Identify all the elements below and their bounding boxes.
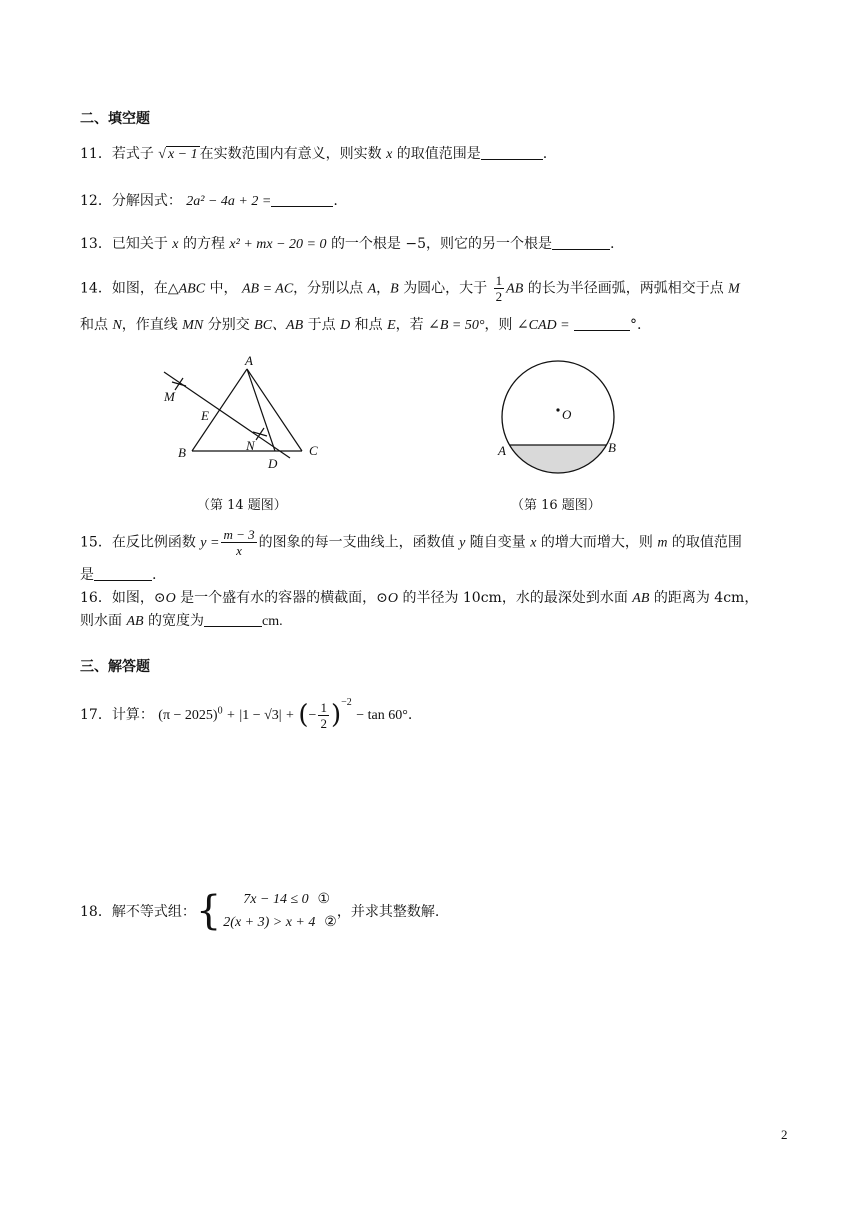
angle-asked: ∠CAD = (516, 318, 570, 333)
math-equation: AB = AC (241, 281, 294, 297)
inequality-system (223, 888, 337, 934)
punctuation: ， (376, 280, 391, 297)
term-tan-60: − tan 60° (356, 708, 408, 723)
circled-mark: ① (317, 891, 331, 907)
variable: m (657, 535, 668, 551)
question-text: 的距离为 4cm， (653, 590, 759, 606)
punctuation: . (542, 146, 548, 162)
punctuation: . (152, 567, 157, 583)
center-point (556, 408, 559, 411)
segment-label: AB (126, 614, 144, 629)
question-text: 于点 (307, 317, 336, 333)
fraction-m-minus-3-over-x (221, 528, 256, 557)
math-expression: 2a² − 4a + 2 = (186, 194, 272, 209)
question-14-line-2 (80, 314, 641, 334)
question-text: 的一个根是 −5，则它的另一个根是 (330, 236, 553, 252)
negative-sign: − (308, 708, 317, 723)
question-text: 则水面 (80, 613, 122, 629)
variable: x (172, 237, 179, 252)
exponent-negative-two: −2 (341, 697, 352, 708)
question-15 (80, 528, 742, 557)
question-text: 的宽度为 (148, 613, 205, 629)
operator-plus: + (286, 708, 294, 723)
figure-16-circle-diagram (490, 345, 630, 480)
question-text: 的长为半径画弧，两弧相交于点 (527, 280, 724, 297)
inequality-expression: 2(x + 3) > x + 4 (223, 915, 316, 930)
system-brace: { (195, 888, 222, 934)
unit: cm. (262, 614, 283, 629)
question-text: 的图象的每一支曲线上，函数值 (258, 534, 455, 551)
figure-16-caption: （第 16 题图） (511, 498, 601, 513)
question-12 (80, 190, 338, 210)
variable: x (530, 535, 537, 551)
question-text: 解不等式组： (111, 904, 196, 920)
triangle-name: ABC (178, 281, 206, 297)
point-label: N (112, 318, 122, 333)
fraction-denominator: 2 (495, 289, 503, 304)
fraction-one-half (494, 274, 505, 303)
math-equation: x² + mx − 20 = 0 (229, 237, 327, 252)
exponent-zero: 0 (217, 705, 223, 717)
section-heading-fill-in: 二、填空题 (80, 111, 150, 127)
question-text: 的取值范围是 (396, 146, 481, 162)
question-text: 随自变量 (469, 534, 526, 551)
label-b: B (608, 440, 616, 455)
variable: x (386, 147, 393, 162)
absolute-value-term: |1 − √3| (239, 708, 282, 723)
question-text: 分别交 (207, 317, 250, 333)
question-text: ，若 (395, 317, 424, 333)
answer-blank (574, 316, 630, 331)
fraction-numerator: 1 (320, 699, 327, 715)
question-15-line-2 (80, 564, 156, 584)
line-label: MN (182, 318, 204, 333)
answer-blank (204, 612, 262, 627)
segment-label: AB (632, 591, 650, 606)
question-text: 如图，在△ (111, 280, 179, 297)
label-a: A (498, 443, 506, 458)
question-number: 11． (80, 146, 112, 162)
circle-label: O (387, 591, 398, 606)
question-text: 为圆心，大于 (403, 280, 488, 297)
question-number: 12． (80, 193, 112, 209)
punctuation: °. (630, 317, 642, 333)
question-16 (80, 587, 758, 607)
question-number: 16． (80, 590, 112, 606)
question-number: 13． (80, 236, 112, 252)
angle-given: ∠B = 50° (428, 318, 485, 333)
question-11 (80, 143, 547, 163)
question-text: ，则 (484, 317, 513, 333)
answer-blank (94, 566, 152, 581)
question-14 (80, 274, 740, 303)
label-b: B (178, 445, 186, 460)
inequality-expression: 7x − 14 ≤ 0 (243, 892, 309, 907)
question-17 (80, 697, 412, 730)
left-paren: ( (298, 700, 309, 730)
point-label: M (728, 281, 740, 297)
question-text: 若式子 (111, 146, 154, 162)
variable: y (459, 535, 466, 551)
page-number: 2 (781, 1127, 788, 1142)
question-text: 的增大而增大，则 (540, 534, 653, 551)
question-text: 分解因式： (111, 193, 182, 209)
question-text: 和点 (354, 317, 383, 333)
question-text: ，并求其整数解. (336, 904, 440, 920)
figure-14-triangle-diagram (150, 350, 330, 475)
question-text: 如图，⊙ (111, 590, 166, 606)
question-text: 在反比例函数 (111, 534, 196, 551)
label-o: O (562, 407, 572, 422)
question-text: 的取值范围 (671, 534, 742, 551)
inequality-1 (223, 888, 337, 911)
label-c: C (309, 443, 318, 458)
punctuation: . (333, 193, 338, 209)
question-text: 中， (209, 280, 238, 297)
answer-blank (271, 192, 333, 207)
point-label: D (340, 318, 351, 333)
function-lhs: y = (200, 535, 220, 551)
question-13 (80, 233, 614, 253)
segment-ac (247, 369, 302, 451)
point-label: E (387, 318, 396, 333)
question-text: ，分别以点 (293, 280, 364, 297)
operator-plus: + (227, 708, 235, 723)
question-text: 已知关于 (111, 236, 168, 252)
sqrt-expression: √ x − 1 (158, 147, 198, 162)
fraction-numerator: m − 3 (223, 527, 255, 542)
answer-blank (552, 235, 610, 250)
point-label: B (390, 281, 399, 297)
label-n: N (246, 438, 255, 453)
question-text: 计算： (111, 707, 154, 723)
question-text: 的方程 (182, 236, 225, 252)
question-text: 是一个盛有水的容器的横截面，⊙ (180, 590, 388, 606)
punctuation: . (610, 236, 615, 252)
fraction-denominator: x (236, 543, 242, 558)
question-text: 是 (80, 567, 94, 583)
question-number: 15． (80, 534, 112, 551)
circle-label: O (165, 591, 176, 606)
segment-label: AB (506, 281, 524, 297)
punctuation: . (407, 707, 413, 723)
right-paren: ) (330, 700, 342, 730)
fraction-denominator: 2 (320, 715, 327, 731)
inequality-2 (223, 911, 337, 934)
question-number: 14． (80, 280, 112, 297)
label-e: E (201, 408, 209, 423)
question-16-line-2 (80, 610, 283, 630)
segment-labels: BC、AB (254, 318, 304, 333)
radicand: x − 1 (167, 147, 198, 162)
label-d: D (268, 456, 278, 471)
question-text: ，作直线 (121, 317, 178, 333)
question-number: 17． (80, 707, 112, 723)
fraction-one-half (318, 701, 329, 730)
fraction-numerator: 1 (495, 273, 503, 288)
water-region (509, 445, 606, 473)
point-label: A (367, 281, 377, 297)
label-a: A (245, 353, 253, 368)
answer-blank (481, 145, 543, 160)
question-text: 在实数范围内有意义，则实数 (199, 146, 382, 162)
question-number: 18． (80, 904, 112, 920)
question-18 (80, 888, 439, 934)
term-pi-minus-2025: (π − 2025) (158, 708, 218, 723)
circled-mark: ② (324, 914, 337, 930)
section-heading-solve: 三、解答题 (80, 659, 150, 675)
question-text: 和点 (80, 317, 108, 333)
label-m: M (164, 389, 175, 404)
figure-14-caption: （第 14 题图） (197, 498, 287, 513)
question-text: 的半径为 10cm，水的最深处到水面 (402, 590, 628, 606)
